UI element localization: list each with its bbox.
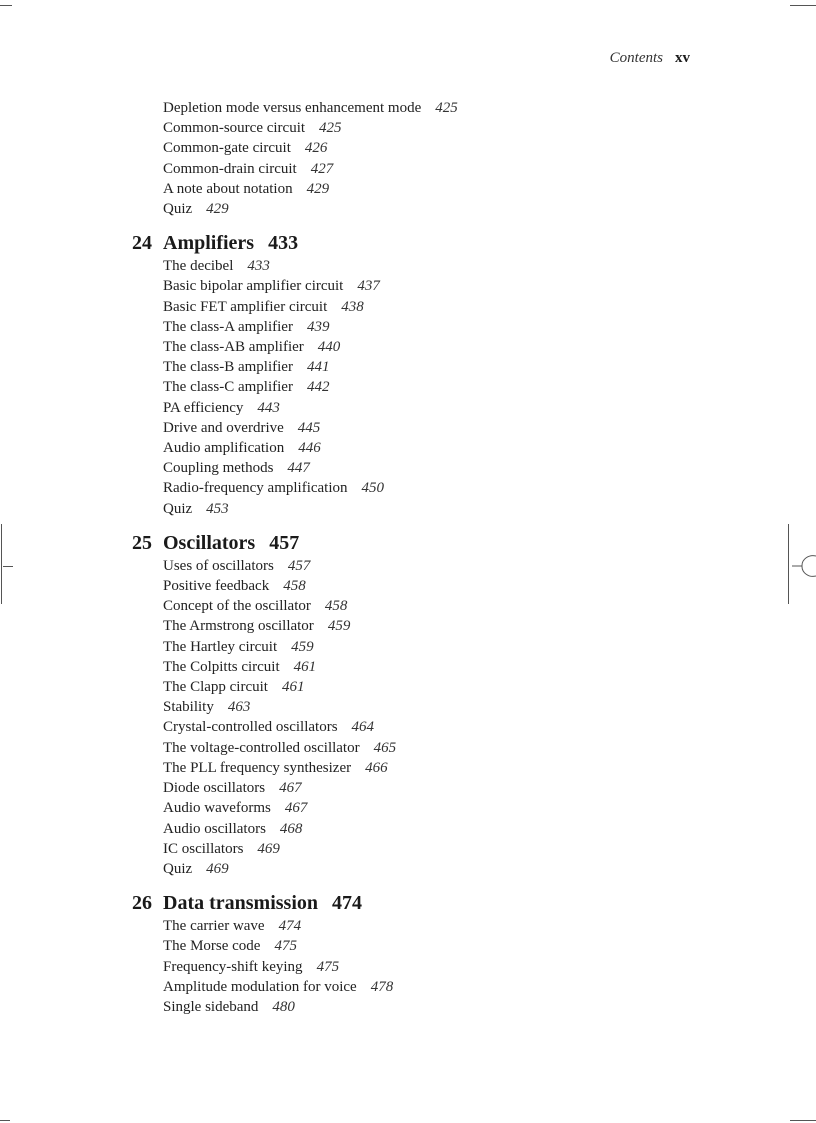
toc-entry-title: The Clapp circuit: [163, 679, 268, 696]
toc-entry-title: Quiz: [163, 201, 193, 218]
toc-entry: [163, 556, 692, 576]
toc-entry-title: The class-A amplifier: [163, 318, 293, 335]
chapter-number: 24: [132, 232, 152, 255]
running-head: [610, 50, 690, 67]
toc-entry: [163, 576, 692, 596]
toc-entry-title: Frequency-shift keying: [163, 958, 303, 975]
toc-entry: [163, 637, 692, 657]
toc-entry: [163, 819, 692, 839]
toc-entry: [163, 957, 692, 977]
toc-entry: [163, 778, 692, 798]
toc-entry-page: 459: [291, 638, 314, 655]
toc-entry: [163, 936, 692, 956]
toc-entry: [163, 677, 692, 697]
toc-entry: [163, 657, 692, 677]
toc-entry-title: Basic bipolar amplifier circuit: [163, 278, 344, 295]
toc-entry: [163, 798, 692, 818]
toc-entry-title: Uses of oscillators: [163, 557, 274, 574]
chapter-title: Oscillators: [163, 531, 256, 554]
toc-entry-page: 447: [287, 460, 310, 477]
toc-entry-title: Depletion mode versus enhancement mode: [163, 100, 422, 116]
toc-entry-title: IC oscillators: [163, 840, 244, 857]
toc-entry-title: Quiz: [163, 500, 193, 517]
toc-entry-title: The Colpitts circuit: [163, 658, 280, 675]
toc-entry-page: 426: [304, 140, 328, 157]
toc-entry-title: The Armstrong oscillator: [163, 618, 314, 635]
running-head-page-number: xv: [675, 50, 690, 66]
registration-mark-left-vertical: [1, 524, 2, 604]
toc-entry-title: Concept of the oscillator: [163, 598, 311, 615]
registration-mark-left-tick: [3, 566, 13, 567]
toc-entry-page: 475: [274, 938, 297, 955]
crop-mark-top-right: [790, 5, 816, 6]
table-of-contents: [132, 98, 692, 1017]
toc-entry-title: Diode oscillators: [163, 780, 266, 797]
toc-entry: [163, 438, 692, 458]
toc-entry-page: 468: [279, 820, 303, 837]
toc-entry: [163, 118, 692, 138]
toc-entry: [163, 276, 692, 296]
chapter-page: 457: [269, 531, 300, 554]
toc-entry: [163, 317, 692, 337]
toc-entry-page: 469: [257, 840, 280, 857]
crop-mark-bottom-left: [0, 1120, 10, 1121]
toc-entry-page: 429: [206, 201, 229, 218]
toc-entry-title: Positive feedback: [163, 578, 270, 595]
crop-mark-top-left: [0, 5, 12, 6]
toc-entry-page: 457: [287, 557, 311, 574]
toc-entry: [163, 98, 692, 118]
toc-entry-page: 459: [327, 618, 351, 635]
toc-entry-title: The class-AB amplifier: [163, 339, 304, 356]
toc-entry-title: Common-gate circuit: [163, 140, 291, 157]
toc-entry-title: Single sideband: [163, 998, 259, 1015]
toc-entry: [163, 758, 692, 778]
toc-entry-page: 475: [316, 958, 340, 975]
chapter-number: 25: [132, 531, 152, 554]
chapter-24: [132, 230, 692, 519]
toc-entry: [163, 398, 692, 418]
toc-entry: [163, 337, 692, 357]
toc-entry-page: 441: [306, 359, 330, 376]
toc-entry: [163, 977, 692, 997]
toc-entry-page: 443: [257, 399, 280, 416]
toc-entry-title: The Hartley circuit: [163, 638, 278, 655]
toc-entry-page: 478: [370, 978, 394, 995]
toc-entry: [163, 297, 692, 317]
chapter-page: 433: [268, 232, 299, 255]
toc-entry-title: The voltage-controlled oscillator: [163, 739, 360, 756]
toc-entry-title: Radio-frequency amplification: [163, 480, 348, 497]
toc-entry: [163, 256, 692, 276]
toc-entry: [163, 859, 692, 879]
toc-entry-page: 464: [351, 719, 375, 736]
toc-entry: [163, 478, 692, 498]
toc-entry-page: 467: [279, 780, 302, 797]
toc-entry: [163, 418, 692, 438]
toc-entry-title: Common-drain circuit: [163, 160, 297, 177]
crop-mark-bottom-right: [790, 1120, 816, 1121]
toc-entry-page: 438: [341, 298, 364, 315]
chapter-25: [132, 530, 692, 879]
toc-entry-page: 469: [206, 860, 229, 877]
toc-entry-title: Audio oscillators: [163, 820, 266, 837]
chapter-26: [132, 890, 692, 1017]
toc-entry-page: 480: [272, 998, 295, 1015]
toc-entry-title: The class-B amplifier: [163, 359, 293, 376]
toc-entry-page: 446: [298, 440, 321, 457]
toc-entry: [163, 179, 692, 199]
toc-entry-page: 425: [319, 120, 342, 137]
chapter-title: Amplifiers: [163, 232, 255, 255]
toc-entry-title: Audio waveforms: [163, 800, 271, 817]
chapter-heading: [132, 230, 692, 256]
registration-mark-right-circle: [792, 552, 816, 580]
toc-entry-page: 437: [357, 278, 380, 295]
toc-entry-title: Quiz: [163, 860, 193, 877]
toc-entry-page: 439: [306, 318, 330, 335]
toc-entry-page: 450: [361, 480, 385, 497]
toc-entry-title: The class-C amplifier: [163, 379, 293, 396]
toc-entry-title: Crystal-controlled oscillators: [163, 719, 338, 736]
toc-entry-title: Basic FET amplifier circuit: [163, 298, 328, 315]
toc-entry-page: 474: [278, 918, 302, 935]
toc-entry-title: The carrier wave: [163, 918, 265, 935]
toc-entry-title: Coupling methods: [163, 460, 274, 477]
toc-entry: [163, 159, 692, 179]
toc-entry-page: 466: [365, 759, 388, 776]
toc-entry-title: PA efficiency: [163, 399, 244, 416]
toc-entry-page: 445: [297, 419, 321, 436]
lead-entries: [132, 98, 692, 219]
toc-entry-page: 458: [324, 598, 348, 615]
toc-entry-title: A note about notation: [163, 180, 293, 197]
toc-entry: [163, 997, 692, 1017]
toc-entry: [163, 199, 692, 219]
toc-entry-title: The decibel: [163, 258, 234, 275]
toc-entry-page: 461: [281, 679, 305, 696]
toc-entry-page: 453: [206, 500, 229, 517]
toc-entry-page: 429: [306, 180, 330, 197]
toc-entry-title: Amplitude modulation for voice: [163, 978, 357, 995]
toc-entry: [163, 717, 692, 737]
toc-entry: [163, 697, 692, 717]
toc-entry: [163, 738, 692, 758]
toc-entry-page: 442: [306, 379, 330, 396]
toc-entry-title: Common-source circuit: [163, 120, 306, 137]
toc-entry: [163, 916, 692, 936]
chapter-heading: [132, 890, 692, 916]
toc-entry-page: 425: [435, 100, 458, 116]
toc-entry-page: 427: [310, 160, 334, 177]
toc-entry: [163, 596, 692, 616]
toc-entry-page: 433: [247, 258, 270, 275]
chapter-title: Data transmission: [163, 892, 319, 915]
toc-entry-page: 463: [227, 699, 251, 716]
chapter-page: 474: [332, 892, 363, 915]
toc-entry-title: Audio amplification: [163, 440, 285, 457]
toc-entry-title: The PLL frequency synthesizer: [163, 759, 352, 776]
toc-entry: [163, 357, 692, 377]
registration-mark-right-vertical: [788, 524, 789, 604]
toc-entry: [163, 839, 692, 859]
chapter-number: 26: [132, 892, 152, 915]
toc-entry-title: The Morse code: [163, 938, 261, 955]
toc-entry-title: Drive and overdrive: [163, 419, 284, 436]
toc-entry: [163, 377, 692, 397]
running-head-title: Contents: [609, 50, 663, 66]
toc-entry: [163, 616, 692, 636]
toc-entry: [163, 499, 692, 519]
toc-entry: [163, 458, 692, 478]
toc-entry-page: 467: [284, 800, 308, 817]
toc-entry-page: 461: [293, 658, 317, 675]
toc-entry: [163, 138, 692, 158]
chapter-heading: [132, 530, 692, 556]
toc-entry-page: 465: [373, 739, 397, 756]
toc-entry-page: 458: [283, 578, 306, 595]
toc-entry-page: 440: [317, 339, 341, 356]
toc-entry-title: Stability: [163, 699, 214, 716]
